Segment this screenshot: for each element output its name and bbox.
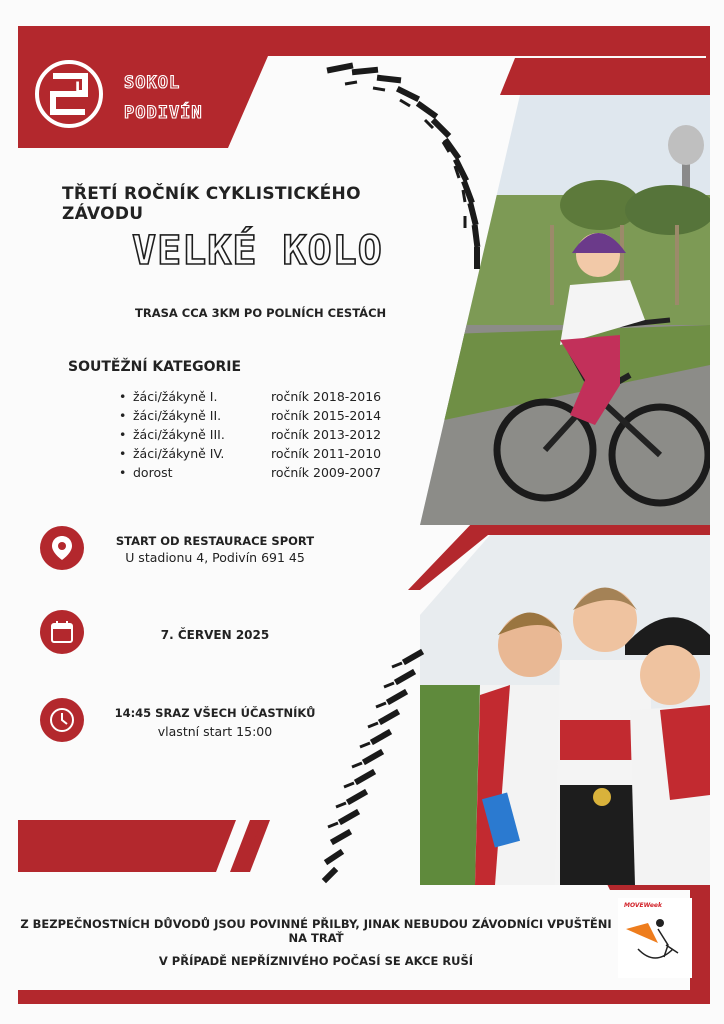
- tire-track-lower-icon: [320, 645, 430, 890]
- list-item: • žáci/žákyně II. ročník 2015-2014: [119, 408, 382, 423]
- time-block: [105, 706, 325, 739]
- clock-icon: [40, 698, 84, 742]
- sponsor-figure-icon: [618, 909, 692, 971]
- location-block: [105, 534, 325, 565]
- location-address: U stadionu 4, Podivín 691 45: [125, 550, 305, 565]
- bottom-red-band: [18, 990, 710, 1004]
- event-heading: TŘETÍ ROČNÍK CYKLISTICKÉHO ZÁVODU: [62, 184, 361, 224]
- sponsor-name: MOVEWeek: [624, 902, 662, 909]
- svg-text:L: L: [75, 80, 84, 96]
- brand-line2: PODIVÍN: [124, 103, 203, 123]
- start-time: vlastní start 15:00: [157, 724, 273, 739]
- categories-title: SOUTĚŽNÍ KATEGORIE: [68, 359, 242, 375]
- photo-three-boys: [420, 535, 710, 885]
- event-date: 7. ČERVEN 2025: [160, 628, 270, 642]
- gathering-time: 14:45 SRAZ VŠECH ÚČASTNÍKŮ: [114, 706, 316, 720]
- right-red-strip: [500, 58, 710, 95]
- list-item: • žáci/žákyně I. ročník 2018-2016: [119, 389, 382, 404]
- list-item: • žáci/žákyně III. ročník 2013-2012: [119, 427, 382, 442]
- list-item: • dorost ročník 2009-2007: [119, 465, 382, 480]
- calendar-icon: [40, 610, 84, 654]
- brand-line1: SOKOL: [124, 73, 181, 93]
- footer-helmet-notice: Z BEZPEČNOSTNÍCH DŮVODŮ JSOU POVINNÉ PŘILBY, JINAK NEBUDOU ZÁVODNÍCI VPUŠTĚNI NA TRAŤ: [20, 917, 612, 945]
- route-subtitle: TRASA CCA 3KM PO POLNÍCH CESTÁCH: [135, 306, 387, 320]
- footer-weather-notice: V PŘÍPADĚ NEPŘÍZNIVÉHO POČASÍ SE AKCE RUŠÍ: [158, 954, 474, 968]
- event-title: VELKÉ KOLO: [132, 228, 383, 274]
- sponsor-logo: [618, 898, 692, 978]
- location-name: START OD RESTAURACE SPORT: [115, 534, 315, 548]
- brand-name: [124, 64, 203, 124]
- categories-list: [119, 387, 381, 482]
- location-pin-icon: [40, 526, 84, 570]
- sokol-logo-icon: [33, 58, 105, 130]
- list-item: • žáci/žákyně IV. ročník 2011-2010: [119, 446, 382, 461]
